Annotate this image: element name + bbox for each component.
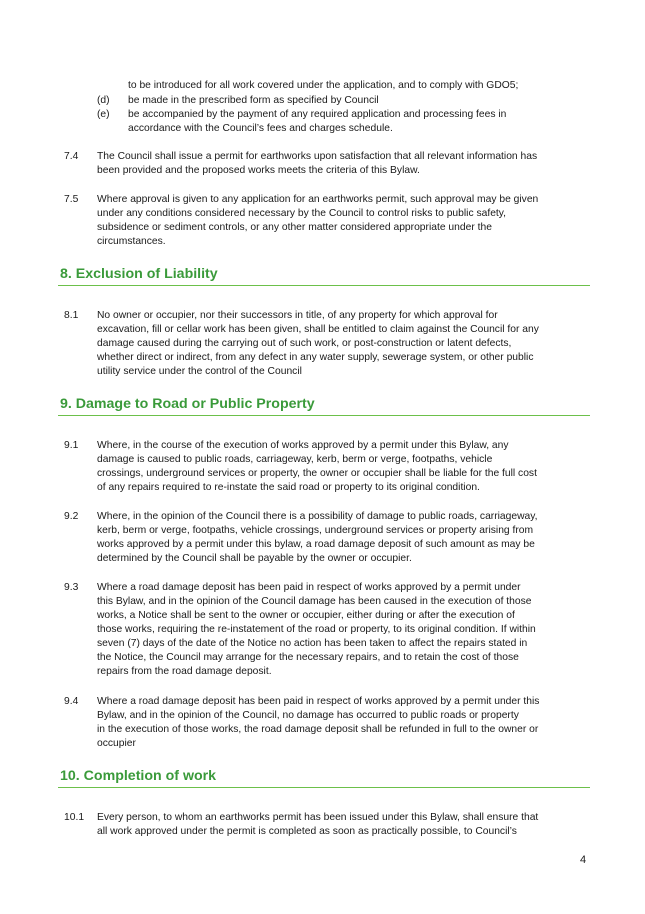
- clause-text: crossings, underground services or property, the owner or occupier shall be liable for the full cost: [97, 468, 537, 479]
- clause-number: 7.5: [64, 194, 79, 205]
- clause-text: Where a road damage deposit has been paid in respect of works approved by a permit under this: [97, 696, 540, 707]
- clause-text: Where approval is given to any application for an earthworks permit, such approval may be given: [97, 194, 539, 205]
- clause-text: repairs from the road damage deposit.: [97, 666, 272, 677]
- clause-text: been provided and the proposed works meets the criteria of this Bylaw.: [97, 165, 420, 176]
- clause-text: No owner or occupier, nor their successors in title, of any property for which approval for: [97, 310, 498, 321]
- clause-text: works, a Notice shall be sent to the owner or occupier, either during or after the execution of: [97, 610, 515, 621]
- clause-text: under any conditions considered necessary by the Council to control risks to public safety,: [97, 208, 507, 219]
- clause-number: 9.1: [64, 440, 79, 451]
- clause-text: kerb, berm or verge, footpaths, vehicle crossings, underground services or property arising from: [97, 525, 534, 536]
- clause-text: whether direct or indirect, from any defect in any water supply, sewerage system, or other public: [97, 352, 534, 363]
- clause-number: 8.1: [64, 310, 79, 321]
- clause-text: seven (7) days of the date of the Notice no action has been taken to affect the repairs stated in: [97, 638, 528, 649]
- continuation-text: to be introduced for all work covered under the application, and to comply with GDO5;: [128, 80, 519, 91]
- clause-text: those works, requiring the re-instatement of the road or property, to its original condition. If within: [97, 624, 536, 635]
- section-heading-9: 9. Damage to Road or Public Property: [60, 396, 315, 412]
- clause-text: works approved by a permit under this bylaw, a road damage deposit of such amount as may be: [97, 539, 535, 550]
- clause-text: the Notice, the Council may arrange for the necessary repairs, and to retain the cost of those: [97, 652, 519, 663]
- clause-number: 9.2: [64, 511, 79, 522]
- clause-text: Where a road damage deposit has been paid in respect of works approved by a permit under: [97, 582, 521, 593]
- clause-text: subsidence or sediment controls, or any other matter considered appropriate under the: [97, 222, 492, 233]
- clause-number: 10.1: [64, 812, 85, 823]
- item-text: be accompanied by the payment of any required application and processing fees in: [128, 109, 507, 120]
- clause-text: Where, in the course of the execution of works approved by a permit under this Bylaw, any: [97, 440, 509, 451]
- section-heading-10: 10. Completion of work: [60, 768, 217, 784]
- clause-text: Where, in the opinion of the Council there is a possibility of damage to public roads, carriageway,: [97, 511, 538, 522]
- clause-number: 9.3: [64, 582, 79, 593]
- section-heading-8: 8. Exclusion of Liability: [60, 266, 218, 282]
- clause-text: Every person, to whom an earthworks permit has been issued under this Bylaw, shall ensure that: [97, 812, 539, 823]
- clause-text: circumstances.: [97, 236, 166, 247]
- item-text: accordance with the Council’s fees and charges schedule.: [128, 123, 393, 134]
- clause-text: damage caused during the carrying out of such work, or post-construction or latent defects,: [97, 338, 512, 349]
- clause-text: occupier: [97, 738, 136, 749]
- clause-text: utility service under the control of the Council: [97, 366, 302, 377]
- clause-number: 7.4: [64, 151, 79, 162]
- section-divider: [58, 285, 590, 286]
- section-divider: [58, 787, 590, 788]
- item-label: (d): [97, 95, 110, 106]
- clause-text: all work approved under the permit is completed as soon as practically possible, to Council’s: [97, 826, 517, 837]
- clause-text: Bylaw, and in the opinion of the Council, no damage has occurred to public roads or property: [97, 710, 519, 721]
- clause-text: of any repairs required to re-instate the said road or property to its original condition.: [97, 482, 480, 493]
- clause-text: excavation, fill or cellar work has been given, shall be entitled to claim against the Council for any: [97, 324, 539, 335]
- section-divider: [58, 415, 590, 416]
- clause-number: 9.4: [64, 696, 79, 707]
- clause-text: The Council shall issue a permit for earthworks upon satisfaction that all relevant information has: [97, 151, 538, 162]
- clause-text: damage is caused to public roads, carriageway, kerb, berm or verge, footpaths, vehicle: [97, 454, 493, 465]
- item-text: be made in the prescribed form as specified by Council: [128, 95, 379, 106]
- clause-text: determined by the Council shall be payable by the owner or occupier.: [97, 553, 412, 564]
- page-number: 4: [580, 854, 587, 866]
- item-label: (e): [97, 109, 110, 120]
- clause-text: in the execution of those works, the road damage deposit shall be refunded in full to the owner or: [97, 724, 539, 735]
- clause-text: this Bylaw, and in the opinion of the Council damage has been caused in the execution of those: [97, 596, 532, 607]
